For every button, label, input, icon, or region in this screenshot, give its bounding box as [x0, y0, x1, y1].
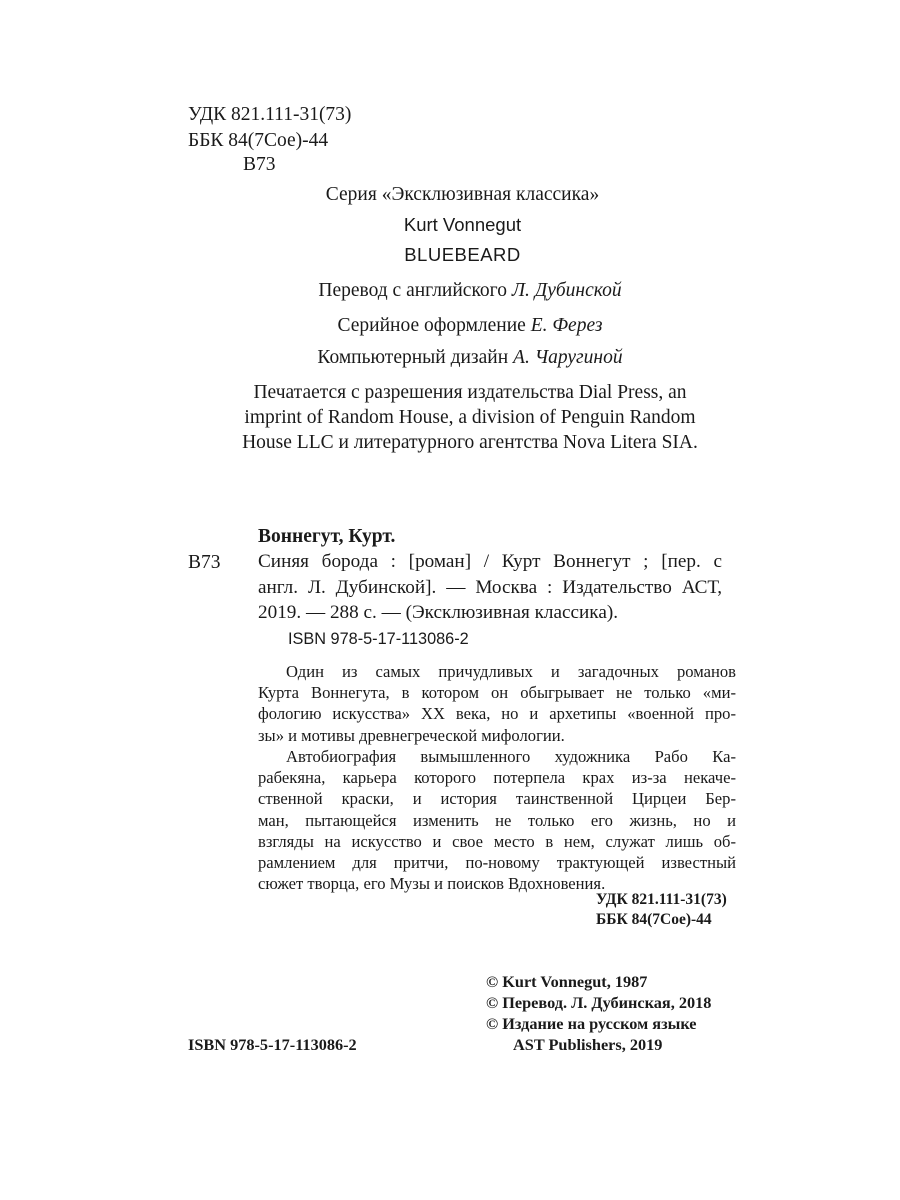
- author-en: Kurt Vonnegut: [403, 214, 522, 235]
- annotation-line: зы» и мотивы древнегреческой мифологии.: [258, 725, 565, 745]
- header-code: В73: [243, 154, 276, 175]
- computer-design-credit: [0, 345, 900, 371]
- computer-design-prefix: Компьютерный дизайн: [317, 347, 509, 368]
- annotation-line: Курта Воннегута, в котором он обыгрывает не только «ми-: [258, 683, 736, 703]
- series-design-name: Е. Ферез: [530, 315, 603, 336]
- publisher-line: AST Publishers, 2019: [513, 1035, 663, 1054]
- translation-credit: [0, 278, 900, 304]
- annotation-line: ственной краски, и история таинственной Цирцеи Бер-: [258, 789, 736, 809]
- annotation-paragraph-2: [258, 746, 736, 894]
- series-title: Серия «Эксклюзивная классика»: [325, 184, 600, 205]
- catalog-author-heading: Воннегут, Курт.: [258, 526, 396, 547]
- copyright-line: © Издание на русском языке: [486, 1014, 697, 1033]
- translation-prefix: Перевод с английского: [318, 280, 507, 301]
- catalog-entry: [258, 549, 722, 626]
- catalog-entry-line: Синяя борода : [роман] / Курт Воннегут ; [пер. с: [258, 551, 722, 572]
- annotation-line: Один из самых причудливых и загадочных романов: [286, 662, 736, 681]
- annotation-udk: УДК 821.111-31(73): [596, 891, 727, 908]
- catalog-entry-line: 2019. — 288 с. — (Эксклюзивная классика).: [258, 602, 619, 623]
- catalog-isbn: ISBN 978-5-17-113086-2: [288, 630, 469, 648]
- annotation-paragraph-1: [258, 661, 736, 746]
- copyright-line: © Kurt Vonnegut, 1987: [486, 972, 648, 991]
- annotation-line: взгляды на искусство и свое место в нем, служат лишь об-: [258, 831, 736, 851]
- permission-line-2: imprint of Random House, a division of Penguin Random: [244, 407, 696, 428]
- computer-design-name: А. Чаругиной: [513, 347, 623, 368]
- header-bbk: ББК 84(7Сое)-44: [188, 130, 329, 151]
- annotation-line: сюжет творца, его Музы и поисков Вдохновения.: [258, 874, 606, 894]
- series-design-prefix: Серийное оформление: [337, 315, 526, 336]
- permission-line-1: Печатается с разрешения издательства Dial Press, an: [253, 382, 687, 403]
- annotation-bbk: ББК 84(7Сое)-44: [596, 911, 712, 928]
- header-udk: УДК 821.111-31(73): [188, 104, 352, 125]
- annotation-line: рамлением для притчи, по-новому трактующей известный: [258, 852, 736, 872]
- annotation-line: фологию искусства» XX века, но и архетипы «военной про-: [258, 704, 736, 724]
- annotation-line: Автобиография вымышленного художника Рабо Ка-: [286, 747, 736, 766]
- copyright-line: © Перевод. Л. Дубинская, 2018: [486, 993, 712, 1012]
- annotation-line: ман, пытающейся изменить не только его жизнь, но и: [258, 810, 736, 830]
- footer-isbn: ISBN 978-5-17-113086-2: [188, 1035, 357, 1054]
- translation-name: Л. Дубинской: [511, 280, 622, 301]
- catalog-entry-line: англ. Л. Дубинской]. — Москва : Издательство АСТ,: [258, 576, 722, 598]
- series-design-credit: [0, 313, 900, 339]
- title-en: BLUEBEARD: [404, 244, 521, 265]
- catalog-code: В73: [188, 552, 221, 573]
- permission-line-3: House LLC и литературного агентства Nova Litera SIA.: [242, 432, 698, 453]
- annotation-line: рабекяна, карьера которого потерпела крах из-за некаче-: [258, 768, 736, 788]
